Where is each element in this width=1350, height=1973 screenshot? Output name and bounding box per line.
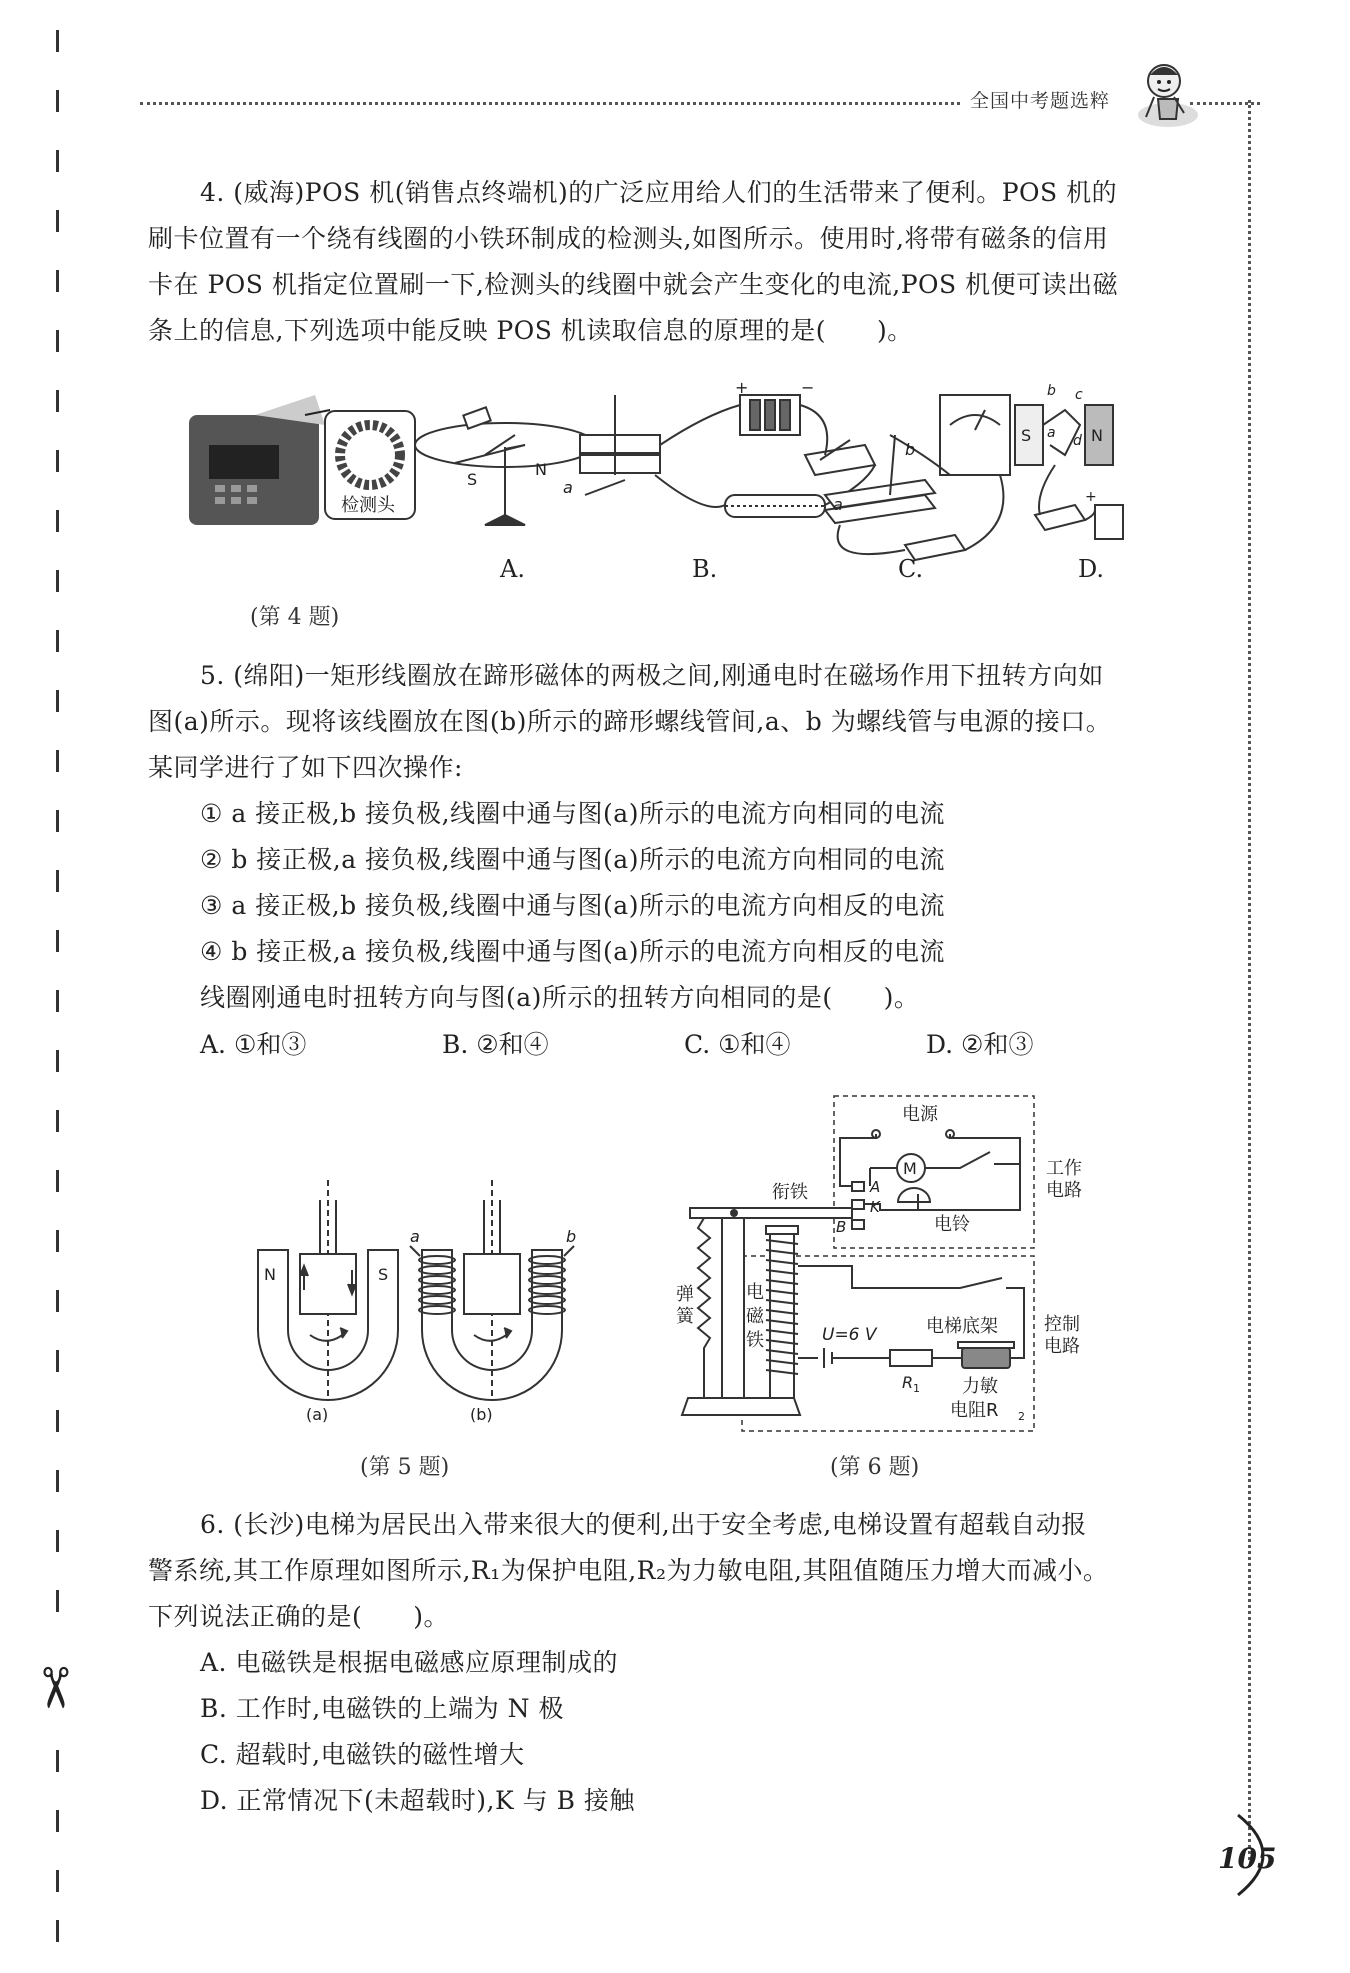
q6-line: 警系统,其工作原理如图所示,R₁为保护电阻,R₂为力敏电阻,其阻值随压力增大而减小。 bbox=[148, 1556, 1109, 1585]
contact-a-label: A bbox=[870, 1178, 881, 1196]
question-6 bbox=[148, 1502, 1208, 1824]
horseshoe-magnet-a bbox=[258, 1180, 398, 1400]
magnet-label-2: 磁 bbox=[746, 1306, 764, 1327]
option-c-diagram bbox=[825, 395, 1010, 560]
control-circuit-label-2: 电路 bbox=[1044, 1336, 1080, 1357]
q4-line: 卡在 POS 机指定位置刷一下,检测头的线圈中就会产生变化的电流,POS 机便可读出磁 bbox=[148, 270, 1119, 299]
magnet-label-3: 铁 bbox=[746, 1330, 764, 1351]
cut-line bbox=[52, 30, 64, 1950]
q5-terminal-a: a bbox=[410, 1227, 420, 1246]
q4-figure-option-c: C. bbox=[898, 555, 924, 583]
control-circuit-label-1: 控制 bbox=[1044, 1314, 1080, 1335]
q6-option-d[interactable]: D. 正常情况下(未超载时),K 与 B 接触 bbox=[200, 1786, 635, 1815]
q5-operation: ④ b 接正极,a 接负极,线圈中通与图(a)所示的电流方向相反的电流 bbox=[200, 937, 945, 966]
option-d-diagram bbox=[1015, 405, 1123, 539]
q4-figure bbox=[185, 375, 1155, 575]
q5-option-d[interactable]: D. ②和③ bbox=[926, 1030, 1034, 1059]
q6-option-b[interactable]: B. 工作时,电磁铁的上端为 N 极 bbox=[200, 1694, 564, 1723]
svg-text:b: b bbox=[1047, 383, 1056, 399]
relay-mechanism bbox=[682, 1208, 852, 1415]
page-number: 105 bbox=[1218, 1842, 1277, 1875]
svg-text:+: + bbox=[735, 378, 749, 397]
pos-machine-image bbox=[189, 395, 330, 525]
q5-operation: ① a 接正极,b 接负极,线圈中通与图(a)所示的电流方向相同的电流 bbox=[200, 799, 945, 828]
q5-operation: ② b 接正极,a 接负极,线圈中通与图(a)所示的电流方向相同的电流 bbox=[200, 845, 945, 874]
work-circuit-wires bbox=[840, 1130, 1020, 1229]
q5-option-c[interactable]: C. ①和④ bbox=[684, 1030, 791, 1059]
q5-terminal-b: b bbox=[566, 1227, 577, 1246]
question-4 bbox=[148, 170, 1208, 354]
q4-figure-option-a: A. bbox=[500, 555, 525, 583]
svg-text:d: d bbox=[1073, 433, 1082, 449]
svg-text:a: a bbox=[833, 495, 843, 514]
resistor-r2-label: 电阻R bbox=[950, 1400, 999, 1421]
floor-label: 电梯底架 bbox=[926, 1316, 998, 1337]
option-a-diagram bbox=[415, 407, 595, 525]
q5-pole-s: S bbox=[378, 1265, 389, 1284]
power-label: 电源 bbox=[902, 1104, 938, 1125]
svg-text:b: b bbox=[905, 440, 916, 459]
q6-option-a[interactable]: A. 电磁铁是根据电磁感应原理制成的 bbox=[200, 1648, 618, 1677]
page-header bbox=[140, 78, 1260, 138]
spring-label-1: 弹 bbox=[676, 1284, 694, 1305]
r1-subscript: 1 bbox=[913, 1382, 920, 1395]
voltage-label: U=6 V bbox=[822, 1325, 877, 1345]
q4-figure-option-b: B. bbox=[692, 555, 718, 583]
q5-line: 5. (绵阳)一矩形线圈放在蹄形磁体的两极之间,刚通电时在磁场作用下扭转方向如 bbox=[200, 661, 1104, 690]
q5-operation: ③ a 接正极,b 接负极,线圈中通与图(a)所示的电流方向相反的电流 bbox=[200, 891, 945, 920]
question-5 bbox=[148, 653, 1208, 1021]
q4-line: 4. (威海)POS 机(销售点终端机)的广泛应用给人们的生活带来了便利。POS 机的 bbox=[200, 178, 1118, 207]
q6-line: 下列说法正确的是( )。 bbox=[148, 1602, 450, 1631]
armature-label: 衔铁 bbox=[772, 1182, 808, 1203]
q6-caption: (第 6 题) bbox=[830, 1455, 920, 1480]
force-resistor-label: 力敏 bbox=[962, 1376, 998, 1397]
q5-sub-a: (a) bbox=[306, 1405, 329, 1424]
q4-line: 条上的信息,下列选项中能反映 POS 机读取信息的原理的是( )。 bbox=[148, 316, 913, 345]
q5-option-b[interactable]: B. ②和④ bbox=[442, 1030, 549, 1059]
svg-text:S: S bbox=[1021, 426, 1032, 445]
q5-line: 图(a)所示。现将该线圈放在图(b)所示的蹄形螺线管间,a、b 为螺线管与电源的接口。 bbox=[148, 707, 1112, 736]
q5-stem: 线圈刚通电时扭转方向与图(a)所示的扭转方向相同的是( )。 bbox=[200, 983, 920, 1012]
detector-label: 检测头 bbox=[341, 495, 395, 516]
q5-pole-n: N bbox=[264, 1265, 276, 1284]
r2-subscript: 2 bbox=[1018, 1410, 1025, 1423]
q5-line: 某同学进行了如下四次操作: bbox=[148, 753, 463, 782]
spring-label-2: 簧 bbox=[676, 1306, 694, 1327]
q4-line: 刷卡位置有一个绕有线圈的小铁环制成的检测头,如图所示。使用时,将带有磁条的信用 bbox=[148, 224, 1109, 253]
side-border bbox=[1248, 100, 1251, 1860]
magnet-label-1: 电 bbox=[746, 1282, 764, 1303]
work-circuit-label-2: 电路 bbox=[1046, 1180, 1082, 1201]
svg-text:N: N bbox=[1091, 426, 1103, 445]
motor-label: M bbox=[903, 1159, 917, 1178]
q5-figure bbox=[240, 1170, 580, 1440]
mascot-icon bbox=[1128, 55, 1208, 135]
svg-text:+: + bbox=[1085, 489, 1097, 505]
work-circuit-label-1: 工作 bbox=[1046, 1158, 1082, 1179]
q4-figure-option-d: D. bbox=[1078, 555, 1105, 583]
scissors-icon: ✂ bbox=[21, 1664, 87, 1712]
horseshoe-solenoid-b bbox=[410, 1180, 577, 1400]
r1-label: R bbox=[902, 1373, 914, 1392]
svg-text:−: − bbox=[801, 378, 815, 397]
q5-caption: (第 5 题) bbox=[360, 1455, 450, 1480]
bell-label: 电铃 bbox=[934, 1214, 970, 1235]
svg-text:c: c bbox=[1075, 387, 1083, 403]
q5-sub-b: (b) bbox=[470, 1405, 493, 1424]
q6-line: 6. (长沙)电梯为居民出入带来很大的便利,出于安全考虑,电梯设置有超载自动报 bbox=[200, 1510, 1087, 1539]
svg-text:N: N bbox=[535, 460, 547, 479]
header-title: 全国中考题选粹 bbox=[970, 90, 1111, 112]
q6-option-c[interactable]: C. 超载时,电磁铁的磁性增大 bbox=[200, 1740, 525, 1769]
contact-b-label: B bbox=[836, 1218, 847, 1236]
svg-text:S: S bbox=[467, 470, 478, 489]
svg-text:a: a bbox=[563, 478, 573, 497]
contact-k-label: K bbox=[870, 1198, 880, 1216]
svg-text:a: a bbox=[1047, 425, 1056, 441]
q5-option-a[interactable]: A. ①和③ bbox=[200, 1030, 307, 1059]
q6-figure bbox=[676, 1090, 1100, 1445]
q4-caption: (第 4 题) bbox=[250, 605, 340, 630]
